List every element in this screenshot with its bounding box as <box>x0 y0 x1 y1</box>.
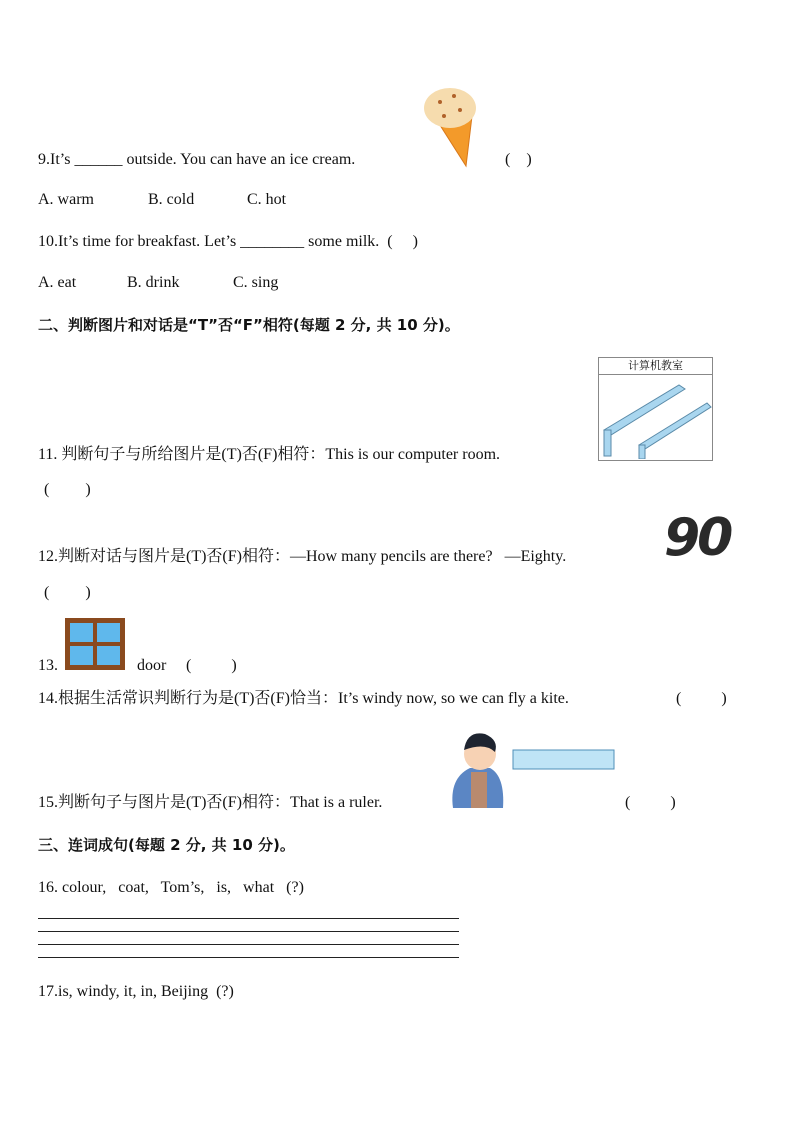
answer-line[interactable] <box>38 931 459 932</box>
question-14-answer-paren[interactable]: ( ) <box>676 690 727 707</box>
question-10-option-c: C. sing <box>233 274 279 291</box>
question-11-answer-paren[interactable]: ( ) <box>44 481 91 498</box>
window-icon <box>64 617 126 671</box>
question-9-option-c: C. hot <box>247 191 287 208</box>
question-10-option-a: A. eat <box>38 274 77 291</box>
number-ninety-image: 90 <box>664 508 731 568</box>
question-13-text: door <box>137 657 167 674</box>
question-12-text: 12.判断对话与图片是(T)否(F)相符：—How many pencils are there? —Eighty. <box>38 548 567 565</box>
computer-room-label: 计算机教室 <box>599 358 712 375</box>
question-10-option-b: B. drink <box>127 274 180 291</box>
answer-line[interactable] <box>38 944 459 945</box>
question-16-text: 16. colour, coat, Tom’s, is, what (?) <box>38 879 304 896</box>
ice-cream-icon <box>420 82 482 168</box>
question-17-text: 17.is, windy, it, in, Beijing (?) <box>38 983 234 1000</box>
question-13-answer-paren[interactable]: ( ) <box>186 657 237 674</box>
question-15-text: 15.判断句子与图片是(T)否(F)相符：That is a ruler. <box>38 794 383 811</box>
question-9-answer-paren[interactable]: ( ) <box>505 151 532 168</box>
question-9-option-a: A. warm <box>38 191 94 208</box>
question-11-text: 11. 判断句子与所给图片是(T)否(F)相符：This is our computer room. <box>38 446 501 463</box>
question-14-text: 14.根据生活常识判断行为是(T)否(F)恰当：It’s windy now, so we can fly a kite. <box>38 690 569 707</box>
answer-line[interactable] <box>38 957 459 958</box>
boy-pointing-at-ruler-image <box>445 728 617 812</box>
question-15-answer-paren[interactable]: ( ) <box>625 794 676 811</box>
question-13-number: 13. <box>38 657 58 674</box>
question-9-option-b: B. cold <box>148 191 195 208</box>
section-2-title: 二、判断图片和对话是“T”否“F”相符(每题 2 分, 共 10 分)。 <box>38 316 460 334</box>
question-12-answer-paren[interactable]: ( ) <box>44 584 91 601</box>
section-3-title: 三、连词成句(每题 2 分, 共 10 分)。 <box>38 836 295 854</box>
computer-room-image <box>598 357 713 461</box>
question-9-text: 9.It’s ______ outside. You can have an ice cream. <box>38 151 356 168</box>
answer-line[interactable] <box>38 918 459 919</box>
question-10-text: 10.It’s time for breakfast. Let’s ________ some milk. ( ) <box>38 233 418 250</box>
computer-desks-icon <box>599 375 712 459</box>
